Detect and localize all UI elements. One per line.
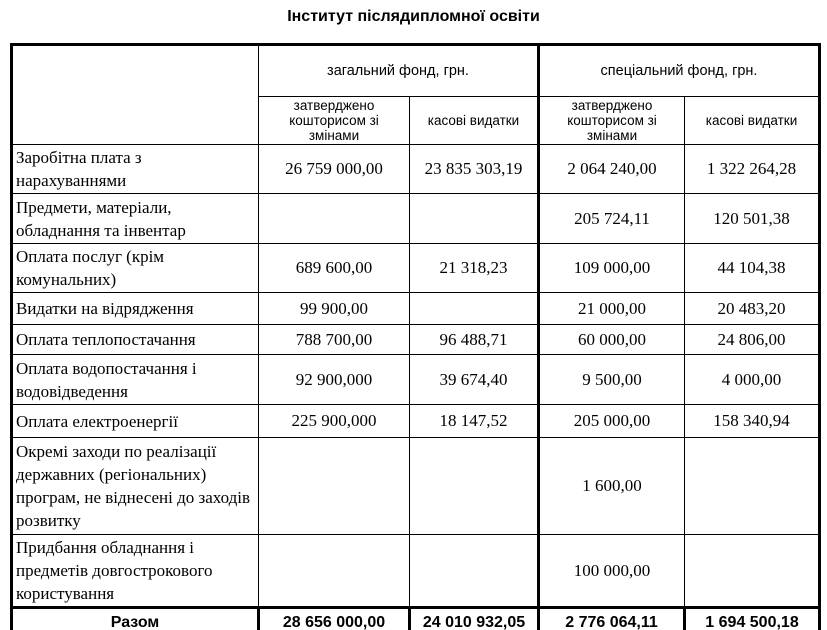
value-cell: 225 900,000 (259, 405, 410, 438)
value-cell: 2 064 240,00 (539, 145, 685, 194)
total-value-cell: 24 010 932,05 (410, 608, 539, 630)
value-cell (259, 535, 410, 608)
table-row (12, 405, 820, 438)
table-row (12, 535, 820, 608)
total-value-cell: 2 776 064,11 (539, 608, 685, 630)
corner-cell (12, 45, 259, 145)
value-cell: 60 000,00 (539, 325, 685, 355)
subheader-cash-general: касові видатки (410, 97, 539, 145)
subheader-cash-special: касові видатки (685, 97, 820, 145)
row-label: Предмети, матеріали, обладнання та інвентар (12, 194, 259, 244)
value-cell: 120 501,38 (685, 194, 820, 244)
row-label: Видатки на відрядження (12, 293, 259, 325)
value-cell: 100 000,00 (539, 535, 685, 608)
value-cell: 26 759 000,00 (259, 145, 410, 194)
value-cell (410, 194, 539, 244)
value-cell: 689 600,00 (259, 244, 410, 293)
value-cell: 20 483,20 (685, 293, 820, 325)
row-label: Придбання обладнання і предметів довгострокового користування (12, 535, 259, 608)
value-cell (685, 535, 820, 608)
budget-table (10, 43, 821, 630)
table-row (12, 325, 820, 355)
value-cell: 99 900,00 (259, 293, 410, 325)
value-cell (259, 438, 410, 535)
value-cell: 21 318,23 (410, 244, 539, 293)
value-cell: 21 000,00 (539, 293, 685, 325)
row-label: Оплата теплопостачання (12, 325, 259, 355)
table-row (12, 244, 820, 293)
value-cell (410, 293, 539, 325)
value-cell: 92 900,000 (259, 355, 410, 405)
total-label: Разом (12, 608, 259, 630)
value-cell: 1 600,00 (539, 438, 685, 535)
total-value-cell: 1 694 500,18 (685, 608, 820, 630)
column-group-general-fund: загальний фонд, грн. (259, 45, 539, 97)
value-cell: 4 000,00 (685, 355, 820, 405)
value-cell: 788 700,00 (259, 325, 410, 355)
table-row (12, 194, 820, 244)
row-label: Заробітна плата з нарахуваннями (12, 145, 259, 194)
row-label: Оплата послуг (крім комунальних) (12, 244, 259, 293)
table-row (12, 355, 820, 405)
table-row (12, 145, 820, 194)
row-label: Оплата електроенергії (12, 405, 259, 438)
value-cell: 39 674,40 (410, 355, 539, 405)
value-cell: 23 835 303,19 (410, 145, 539, 194)
value-cell: 9 500,00 (539, 355, 685, 405)
column-group-special-fund: спеціальний фонд, грн. (539, 45, 820, 97)
subheader-approved-special: затверджено кошторисом зі змінами (539, 97, 685, 145)
value-cell: 158 340,94 (685, 405, 820, 438)
value-cell: 18 147,52 (410, 405, 539, 438)
value-cell: 24 806,00 (685, 325, 820, 355)
value-cell (685, 438, 820, 535)
value-cell: 205 724,11 (539, 194, 685, 244)
value-cell: 1 322 264,28 (685, 145, 820, 194)
subheader-approved-general: затверджено кошторисом зі змінами (259, 97, 410, 145)
header-row-groups (12, 45, 820, 97)
table-row (12, 293, 820, 325)
value-cell: 109 000,00 (539, 244, 685, 293)
value-cell (410, 438, 539, 535)
table-row (12, 438, 820, 535)
row-label: Окремі заходи по реалізації державних (регіональних) програм, не віднесені до заходів розвитку (12, 438, 259, 535)
row-label: Оплата водопостачання і водовідведення (12, 355, 259, 405)
total-value-cell: 28 656 000,00 (259, 608, 410, 630)
value-cell: 205 000,00 (539, 405, 685, 438)
value-cell (259, 194, 410, 244)
value-cell: 44 104,38 (685, 244, 820, 293)
total-row (12, 608, 820, 630)
value-cell (410, 535, 539, 608)
page-title: Інститут післядипломної освіти (287, 8, 540, 25)
value-cell: 96 488,71 (410, 325, 539, 355)
